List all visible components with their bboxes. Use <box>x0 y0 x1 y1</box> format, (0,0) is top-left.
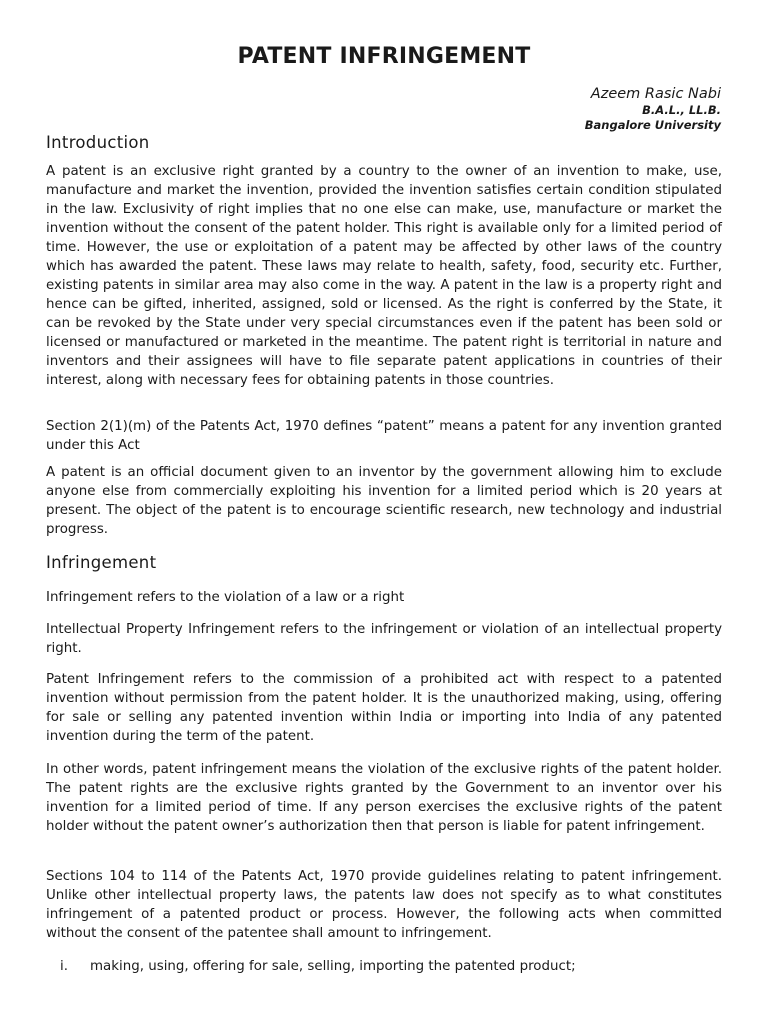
paragraph: A patent is an official document given to an inventor by the government allowing him to exclude anyone else from commercially exploiting his invention for a limited period which is 20 years at present. The object of the patent is to encourage scientific research, new technology and industrial progress. <box>46 465 722 537</box>
paragraph: Infringement refers to the violation of a law or a right <box>46 590 405 605</box>
author-degree: B.A.L., LL.B. <box>642 103 721 117</box>
paragraph: Patent Infringement refers to the commission of a prohibited act with respect to a patented invention without permission from the patent holder. It is the unauthorized making, using, offering for sale or selling any patented invention within India or importing into India of any patented invention during the term of the patent. <box>46 672 722 744</box>
infringing-acts-list <box>46 957 722 976</box>
document-title: PATENT INFRINGEMENT <box>237 44 531 69</box>
list-item-text: making, using, offering for sale, selling, importing the patented product; <box>90 959 576 974</box>
list-marker: i. <box>60 959 68 974</box>
paragraph: Sections 104 to 114 of the Patents Act, 1970 provide guidelines relating to patent infringement. Unlike other intellectual property laws, the patents law does not specify as to what constitutes infringement of a patented product or process. However, the following acts when committed without the consent of the patentee shall amount to infringement. <box>46 869 722 941</box>
author-block <box>585 85 721 133</box>
paragraph: A patent is an exclusive right granted by a country to the owner of an invention to make, use, manufacture and market the invention, provided the invention satisfies certain condition stipulated in the law. Exclusivity of right implies that no one else can make, use, manufacture or market the invention without the consent of the patent holder. This right is available only for a limited period of time. However, the use or exploitation of a patent may be affected by other laws of the country which has awarded the patent. These laws may relate to health, safety, food, security etc. Further, existing patents in similar area may also come in the way. A patent in the law is a property right and hence can be gifted, inherited, assigned, sold or licensed. As the right is conferred by the State, it can be revoked by the State under very special circumstances even if the patent has been sold or licensed or manufactured or marketed in the meantime. The patent right is territorial in nature and inventors and their assignees will have to file separate patent applications in countries of their interest, along with necessary fees for obtaining patents in those countries. <box>46 164 722 388</box>
paragraph: In other words, patent infringement means the violation of the exclusive rights of the patent holder. The patent rights are the exclusive rights granted by the Government to an inventor over his invention for a limited period of time. If any person exercises the exclusive rights of the patent holder without the patent owner’s authorization then that person is liable for patent infringement. <box>46 762 722 834</box>
paragraph: Intellectual Property Infringement refers to the infringement or violation of an intellectual property right. <box>46 622 722 656</box>
heading-infringement: Infringement <box>46 553 157 572</box>
list-item <box>46 957 722 976</box>
paragraph: Section 2(1)(m) of the Patents Act, 1970 defines “patent” means a patent for any invention granted under this Act <box>46 419 722 453</box>
author-university: Bangalore University <box>584 118 721 132</box>
heading-introduction: Introduction <box>46 133 150 152</box>
author-name: Azeem Rasic Nabi <box>590 86 721 102</box>
